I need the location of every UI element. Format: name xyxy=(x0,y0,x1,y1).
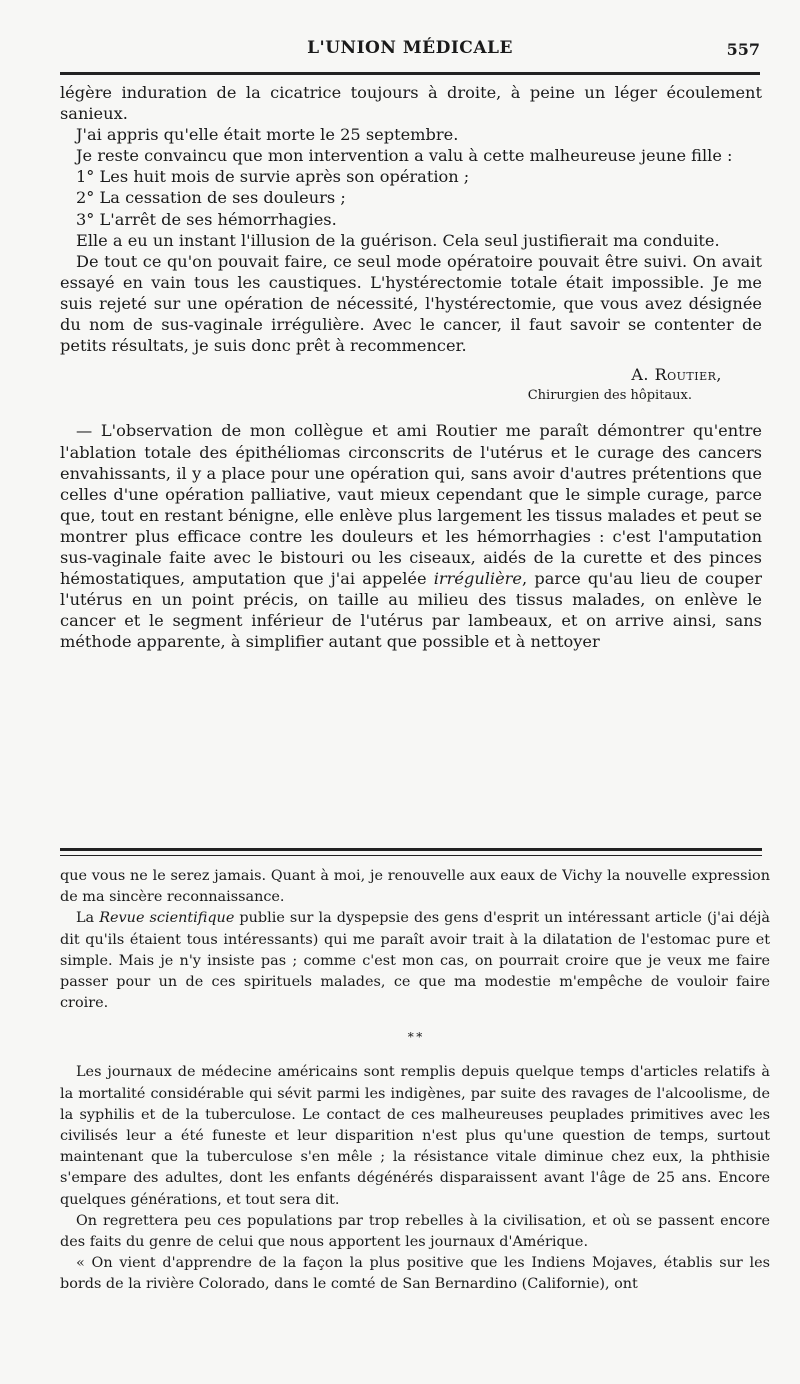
paragraph xyxy=(60,420,762,652)
paragraph: que vous ne le serez jamais. Quant à moi, je renouvelle aux eaux de Vichy la nouvelle expression de ma sincère reconnaissance. xyxy=(60,868,770,906)
page-header xyxy=(60,38,760,68)
journal-title: L'UNION MÉDICALE xyxy=(307,38,513,58)
text-run: publie sur la dyspepsie des gens d'esprit un intéressant article (j'ai déjà dit qu'ils étaient tous intéressants) qui me paraît avoir trait à la dilatation de l'estomac pure et simple. Mais je n'y insiste pas ; comme c'est mon cas, on pourrait croire que je veux me faire passer pour un de ces spirituels malades, ce que ma modestie m'empêche de vouloir faire croire. xyxy=(60,910,770,1012)
paragraph: On regrettera peu ces populations par trop rebelles à la civilisation, et où se passent encore des faits du genre de celui que nous apportent les journaux d'Amérique. xyxy=(60,1212,770,1251)
list-item: 1° Les huit mois de survie après son opération ; xyxy=(76,167,470,187)
feuilleton-divider xyxy=(60,848,762,856)
feuilleton-column xyxy=(60,866,770,1296)
list-item: 2° La cessation de ses douleurs ; xyxy=(76,188,346,208)
page-number: 557 xyxy=(726,40,760,59)
italic-title: Revue scientifique xyxy=(99,910,235,927)
paragraph: « On vient d'apprendre de la façon la plus positive que les Indiens Mojaves, établis sur les bords de la rivière Colorado, dans le comté de San Bernardino (Californie), ont xyxy=(60,1255,770,1293)
signature-role: Chirurgien des hôpitaux. xyxy=(527,388,692,404)
list-item: 3° L'arrêt de ses hémorrhagies. xyxy=(76,209,337,229)
paragraph xyxy=(60,908,770,1014)
paragraph: légère induration de la cicatrice toujours à droite, à peine un léger écoulement sanieux. xyxy=(60,83,762,124)
paragraph: J'ai appris qu'elle était morte le 25 septembre. xyxy=(76,125,459,145)
paragraph: De tout ce qu'on pouvait faire, ce seul mode opératoire pouvait être suivi. On avait essayé en vain tous les caustiques. L'hystérectomie totale était impossible. Je me suis rejeté sur une opération de nécessité, l'hystérectomie, que vous avez désignée du nom de sus-vaginale irrégulière. Avec le cancer, il faut savoir se contenter de petits résultats, je suis donc prêt à recommencer. xyxy=(60,251,762,356)
text-run: — L'observation de mon collègue et ami Routier me paraît démontrer qu'entre l'ablation totale des épithéliomas circonscrits de l'utérus et le curage des cancers envahissants, il y a place pour une opération qui, sans avoir d'autres prétentions que celles d'une opération palliative, vaut mieux cependant que le simple curage, parce que, tout en restant bénigne, elle enlève plus largement les tissus malades et peut se montrer plus efficace contre les douleurs et les hémorrhagies : c'est l'amputation sus-vaginale faite avec le bistouri ou les ciseaux, aidés de la curette et des pinces hémostatiques, amputation que j'ai appelée xyxy=(60,421,762,589)
paragraph: Les journaux de médecine américains sont remplis depuis quelque temps d'articles relatifs à la mortalité considérable qui sévit parmi les indigènes, par suite des ravages de l'alcoolisme, de la syphilis et de la tuberculose. Le contact de ces malheureuses peuplades primitives avec les civilisés leur a été funeste et leur disparition n'est plus qu'une question de temps, surtout maintenant que la tuberculose s'en mêle ; la résistance vitale diminue chez eux, la phthisie s'empare des adultes, dont les enfants dégénérés disparaissent avant l'âge de 25 ans. Encore quelques générations, et tout sera dit. xyxy=(60,1064,770,1208)
main-article xyxy=(60,82,762,652)
paragraph: Elle a eu un instant l'illusion de la guérison. Cela seul justifierait ma conduite. xyxy=(76,230,720,250)
text-run: , parce qu'au lieu de couper l'utérus en un point précis, on taille au milieu des tissus malades, on enlève le cancer et le segment inférieur de l'utérus par lambeaux, et on arrive ainsi, sans méthode apparente, à simplifier autant que possible et à nettoyer xyxy=(60,569,762,652)
signature-name: A. Routier, xyxy=(631,365,722,385)
section-separator: * * xyxy=(407,1030,423,1045)
text-run: La xyxy=(76,910,100,927)
paragraph: Je reste convaincu que mon intervention a valu à cette malheureuse jeune fille : xyxy=(76,146,733,166)
italic-term: irrégulière xyxy=(433,569,522,589)
header-rule xyxy=(60,72,760,75)
